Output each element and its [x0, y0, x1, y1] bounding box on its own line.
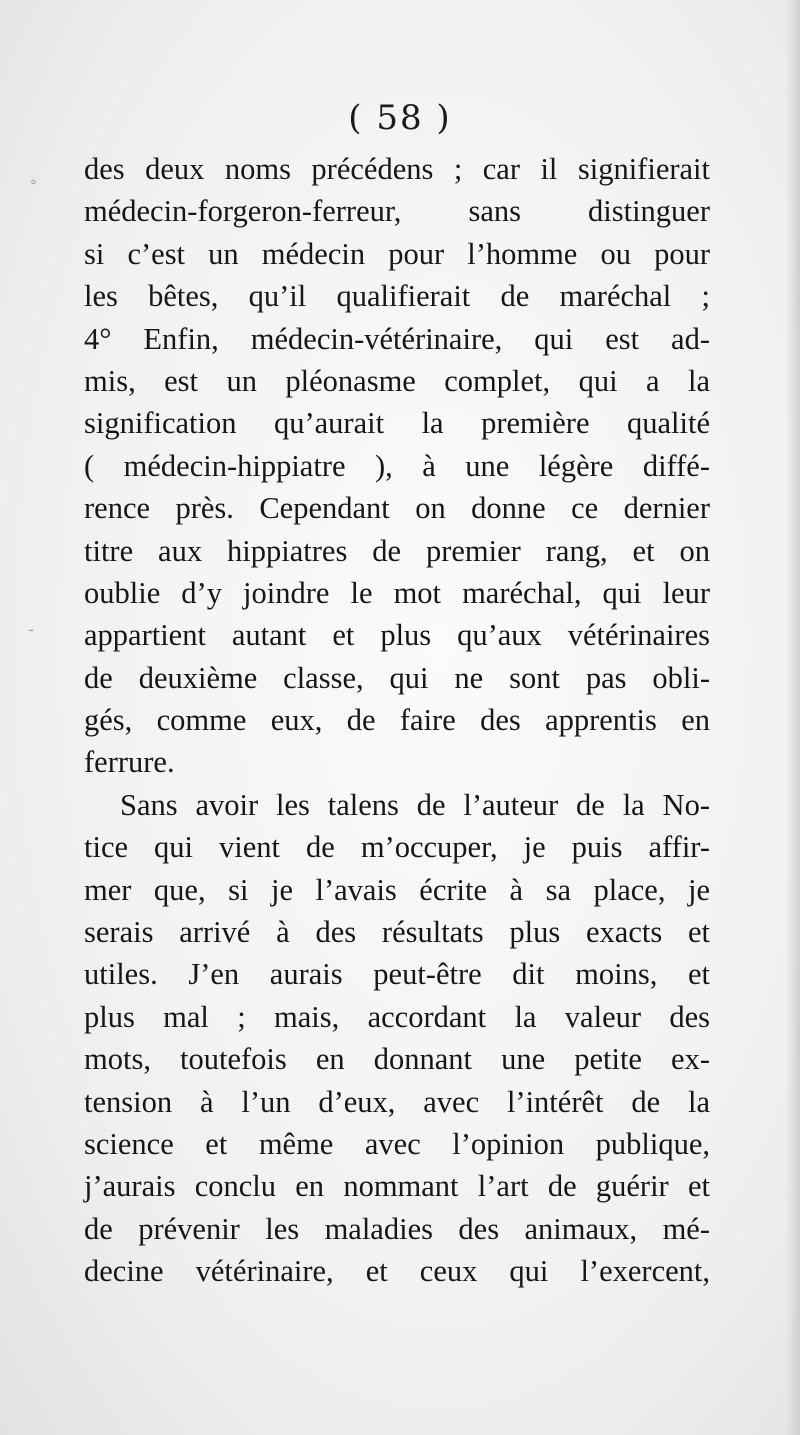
text-line: serais arrivé à des résultats plus exacts et	[84, 915, 710, 950]
text-line: tice qui vient de m’occuper, je puis affir-	[84, 830, 710, 865]
text-line: médecin-forgeron-ferreur, sans distinguer	[84, 194, 710, 229]
text-line: de deuxième classe, qui ne sont pas obli-	[84, 660, 710, 695]
text-line: j’aurais conclu en nommant l’art de guérir et	[84, 1169, 710, 1204]
page-number: ( 58 )	[348, 98, 452, 138]
text-line: oublie d’y joindre le mot maréchal, qui leur	[84, 575, 710, 610]
text-line: si c’est un médecin pour l’homme ou pour	[84, 236, 710, 271]
text-line: gés, comme eux, de faire des apprentis en	[84, 703, 710, 738]
paragraph-1	[84, 148, 710, 784]
body-text	[84, 148, 710, 1293]
text-line: mer que, si je l’avais écrite à sa place, je	[84, 872, 710, 907]
text-line: 4° Enfin, médecin-vétérinaire, qui est ad-	[84, 321, 710, 356]
text-line: de prévenir les maladies des animaux, mé-	[84, 1211, 710, 1246]
paragraph-2	[84, 784, 710, 1293]
text-line: mots, toutefois en donnant une petite ex-	[84, 1042, 710, 1077]
margin-mark: °	[30, 178, 37, 194]
text-line: utiles. J’en aurais peut-être dit moins, et	[84, 957, 710, 992]
text-line: science et même avec l’opinion publique,	[84, 1126, 710, 1161]
text-line: titre aux hippiatres de premier rang, et on	[84, 533, 710, 568]
text-line: decine vétérinaire, et ceux qui l’exercent,	[84, 1254, 710, 1289]
text-line: Sans avoir les talens de l’auteur de la No-	[120, 787, 710, 822]
margin-dash: -	[28, 620, 34, 639]
text-line: appartient autant et plus qu’aux vétérinaires	[84, 618, 710, 653]
text-line: plus mal ; mais, accordant la valeur des	[84, 999, 710, 1034]
text-line: ferrure.	[84, 745, 175, 780]
text-line: les bêtes, qu’il qualifierait de maréchal ;	[84, 279, 710, 314]
text-line: des deux noms précédens ; car il signifierait	[84, 152, 710, 186]
text-line: ( médecin-hippiatre ), à une légère diffé-	[84, 448, 710, 483]
text-line: tension à l’un d’eux, avec l’intérêt de la	[84, 1084, 710, 1119]
text-line: signification qu’aurait la première qualité	[84, 406, 710, 441]
text-line: mis, est un pléonasme complet, qui a la	[84, 363, 710, 398]
text-line: rence près. Cependant on donne ce dernier	[84, 491, 710, 526]
